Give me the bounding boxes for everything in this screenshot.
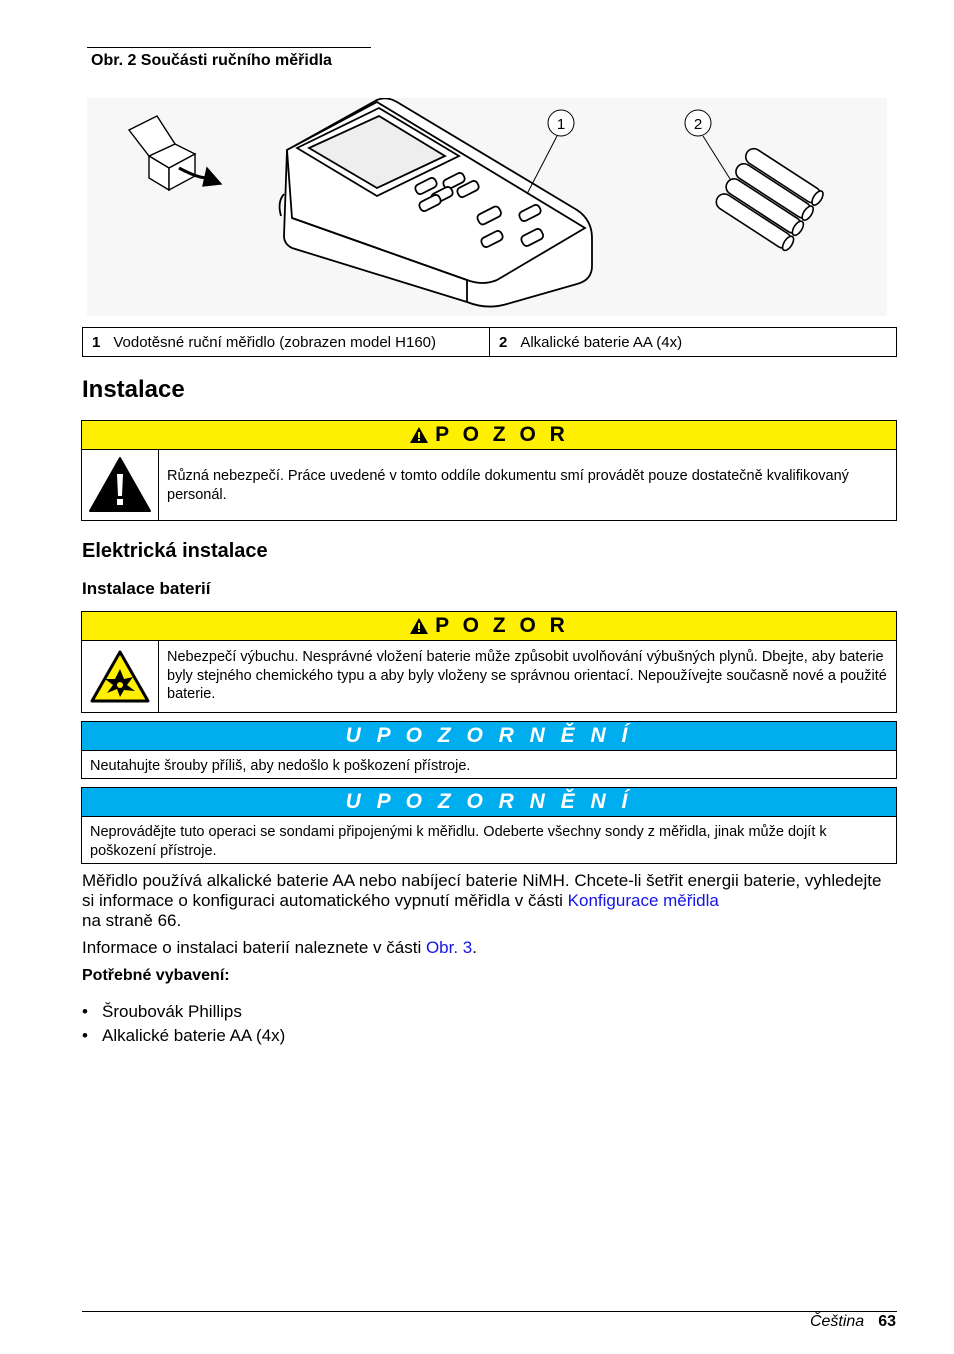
legend-number: 1 [92,333,101,351]
link-figure-3[interactable]: Obr. 3 [425,938,473,957]
aa-batteries [713,146,825,253]
caption-rule [87,47,371,48]
notice-box-screws [81,721,897,779]
meter-components-drawing [87,98,887,316]
warning-triangle-icon [409,426,429,444]
list-item-text: Šroubovák Phillips [102,1002,242,1021]
caution-box-general [81,420,897,521]
caution-text: Různá nebezpečí. Práce uvedené v tomto oddíle dokumentu smí provádět pouze dostatečně kvalifikovaný personál. [167,468,849,503]
notice-box-probes [81,787,897,864]
legend-text: Alkalické baterie AA (4x) [520,333,683,351]
notice-text: Neutahujte šrouby příliš, aby nedošlo k poškození přístroje. [90,758,471,774]
subsection-title: Elektrická instalace [82,540,268,562]
notice-banner: U P O Z O R N Ě N Í [82,722,896,751]
equipment-label: Potřebné vybavení: [82,967,230,984]
page-footer [810,1313,896,1331]
paragraph-text: na straně 66. [82,911,182,930]
callout-1 [527,110,574,194]
svg-text:1: 1 [556,116,566,133]
subsubsection-title: Instalace baterií [82,579,211,598]
legend-item-2 [489,328,896,356]
footer-language: Čeština [809,1313,865,1330]
caution-banner [82,421,896,450]
figure-illustration [87,98,887,316]
legend-text: Vodotěsné ruční měřidlo (zobrazen model H160) [113,333,437,351]
caution-text: Nebezpečí výbuchu. Nesprávné vložení baterie může způsobit uvolňování výbušných plynů. Dbejte, aby baterie byly stejného chemického typu a aby byly vloženy se správnou orientací. Nepoužívejte současně nové a použité baterie. [167,649,887,702]
svg-text:2: 2 [693,116,703,133]
notice-banner: U P O Z O R N Ě N Í [82,788,896,817]
unbox-icon [129,116,221,190]
notice-text: Neprovádějte tuto operaci se sondami připojenými k měřidlu. Odeberte všechny sondy z měřidla, jinak může dojít k poškození přístroje. [90,824,827,859]
figure-caption: Obr. 2 Součásti ručního měřidla [91,52,332,69]
list-item: • Alkalické baterie AA (4x) [82,1026,285,1050]
paragraph-battery-info [82,871,882,931]
explosion-hazard-icon [82,641,159,712]
footer-rule [82,1311,897,1312]
caution-banner [82,612,896,641]
paragraph-text: . [472,938,477,957]
paragraph-figure-ref [82,938,882,958]
caution-label: P O Z O R [435,423,569,446]
paragraph-text: Informace o instalaci baterií naleznete v části [82,938,426,957]
paragraph-text: Měřidlo používá alkalické baterie AA nebo nabíjecí baterie NiMH. Chcete-li šetřit energii baterie, vyhledejte si informace o konfiguraci automatického vypnutí měřidla v části [82,871,882,910]
equipment-list [82,1002,285,1050]
legend-number: 2 [499,333,508,351]
figure-legend-table [82,327,897,357]
handheld-meter [280,98,592,306]
page-number: 63 [878,1313,896,1330]
callout-2 [685,110,737,190]
section-title: Instalace [82,376,185,403]
legend-item-1 [83,328,489,356]
list-item-text: Alkalické baterie AA (4x) [102,1026,286,1045]
caution-box-explosion [81,611,897,713]
link-meter-configuration[interactable]: Konfigurace měřidla [567,891,719,910]
general-hazard-icon [82,450,159,520]
list-item: • Šroubovák Phillips [82,1002,285,1026]
caution-label: P O Z O R [435,614,569,637]
warning-triangle-icon [409,617,429,635]
